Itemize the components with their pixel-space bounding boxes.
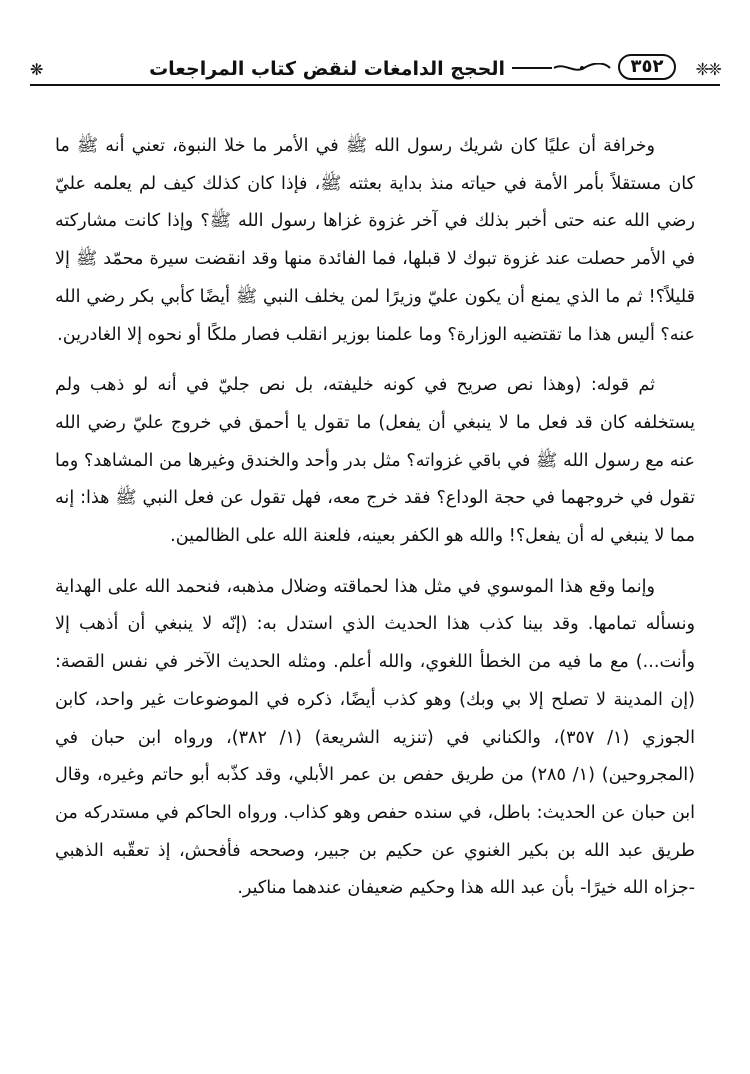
flourish-icon bbox=[552, 63, 612, 73]
paragraph: وخرافة أن عليًا كان شريك رسول الله ﷺ في الأمر ما خلا النبوة، تعني أنه ﷺ ما كان مستقلاً بأمر الأمة في حياته منذ بداية بعثته ﷺ، فإذا كان كذلك كيف لم يعلمه عليّ رضي الله عنه حتى أخبر بذلك في آخر غزوة غزاها رسول الله ﷺ؟ وإذا كانت مشاركته في الأمر حصلت عند غزوة تبوك لا قبلها، فما الفائدة منها وقد انقضت سيرة محمّد ﷺ إلا قليلاً؟! ثم ما الذي يمنع أن يكون عليّ وزيرًا لمن يخلف النبي ﷺ أيضًا كأبي بكر رضي الله عنه؟ أليس هذا ما تقتضيه الوزارة؟ وما علمنا بوزير انقلب فصار ملكًا أو نحوه إلا الغادرين. bbox=[55, 136, 695, 345]
running-header bbox=[30, 54, 720, 88]
page-number: ٣٥٢ bbox=[618, 54, 676, 80]
header-line bbox=[512, 67, 552, 69]
running-title: الحجج الدامغات لنقض كتاب المراجعات bbox=[149, 58, 505, 80]
header-divider bbox=[30, 84, 720, 86]
ornament-icon: ❋ bbox=[30, 60, 44, 79]
ornament-icon: ❈❈ bbox=[695, 60, 720, 80]
body-text bbox=[55, 128, 695, 908]
paragraph: ثم قوله: (وهذا نص صريح في كونه خليفته، بل نص جليّ في أنه لو ذهب ولم يستخلفه كان قد فعل ما لا ينبغي أن يفعل) ما تقول يا أحمق في خروج عليّ رضي الله عنه مع رسول الله ﷺ في باقي غزواته؟ مثل بدر وأحد والخندق وغيرها من المشاهد؟ وما تقول في خروجهما في حجة الوداع؟ فقد خرج معه، فهل تقول عن فعل النبي ﷺ هذا: إنه مما لا ينبغي له أن يفعل؟! والله هو الكفر بعينه، فلعنة الله على الظالمين. bbox=[55, 375, 695, 547]
paragraph: وإنما وقع هذا الموسوي في مثل هذا لحماقته وضلال مذهبه، فنحمد الله على الهداية ونسأله تمامها. وقد بينا كذب هذا الحديث الذي استدل به: (إنّه لا ينبغي أن أذهب إلا وأنت...) مع ما فيه من الخطأ اللغوي، والله أعلم. ومثله الحديث الآخر في نفس القصة: (إن المدينة لا تصلح إلا بي وبك) وهو كذب أيضًا، ذكره في الموضوعات غير واحد، كابن الجوزي (١/ ٣٥٧)، والكناني في (تنزيه الشريعة) (١/ ٣٨٢)، ورواه ابن حبان في (المجروحين) (١/ ٢٨٥) من طريق حفص بن عمر الأبلي، وقد كذّبه أبو حاتم وغيره، وقال ابن حبان عن الحديث: باطل، في سنده حفص وهو كذاب. ورواه الحاكم في مستدركه من طريق عبد الله بن بكير الغنوي عن حكيم بن جبير، وصححه فأفحش، إذ تعقّبه الذهبي -جزاه الله خيرًا- بأن عبد الله هذا وحكيم ضعيفان عندهما مناكير. bbox=[55, 576, 696, 899]
